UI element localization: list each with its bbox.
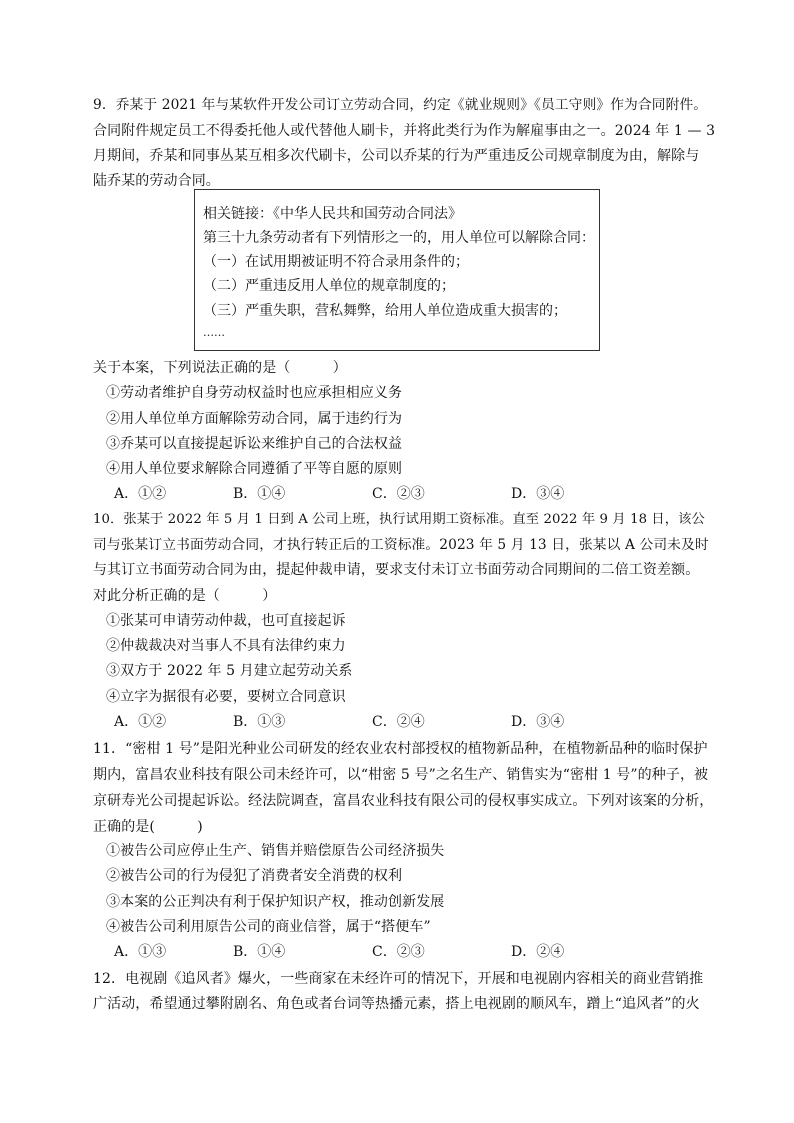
option-letter: D． bbox=[511, 944, 537, 960]
q11-line-2: 期内，富昌农业科技有限公司未经许可，以“柑密 5 号”之名生产、销售实为“密柑 1 号”的种子，被 bbox=[93, 767, 709, 783]
law-box-line: （二）严重违反用人单位的规章制度的； bbox=[203, 278, 455, 294]
q10-option-a[interactable] bbox=[114, 712, 166, 732]
q11-item-3: ③本案的公正判决有利于保护知识产权，推动创新发展 bbox=[106, 894, 445, 910]
q12-line-1: 12．电视剧《追风者》爆火，一些商家在未经许可的情况下，开展和电视剧内容相关的商业营销推 bbox=[93, 971, 704, 987]
option-letter: D． bbox=[511, 714, 537, 730]
option-value: ②③ bbox=[396, 944, 425, 960]
option-value: ①③ bbox=[257, 714, 286, 730]
q9-option-b[interactable] bbox=[233, 484, 285, 504]
option-letter: A． bbox=[114, 944, 139, 960]
q9-line-2: 合同附件规定员工不得委托他人或代替他人刷卡，并将此类行为作为解雇事由之一。2024 年 1 — 3 bbox=[93, 123, 716, 139]
law-box-line: 相关链接：《中华人民共和国劳动合同法》 bbox=[203, 206, 462, 222]
q11-option-a[interactable] bbox=[114, 942, 166, 962]
related-law-box bbox=[194, 189, 600, 351]
option-value: ①③ bbox=[138, 944, 167, 960]
option-letter: B． bbox=[233, 486, 258, 502]
q9-item-1: ①劳动者维护自身劳动权益时也应承担相应义务 bbox=[106, 385, 403, 401]
option-value: ②④ bbox=[536, 944, 565, 960]
option-letter: C． bbox=[372, 714, 397, 730]
q9-options bbox=[0, 484, 794, 504]
law-box-line: （三）严重失职，营私舞弊，给用人单位造成重大损害的； bbox=[203, 303, 567, 319]
q9-line-4: 陆乔某的劳动合同。 bbox=[93, 173, 220, 189]
option-value: ①② bbox=[138, 714, 167, 730]
q10-line-4: 对此分析正确的是（ ） bbox=[93, 588, 277, 604]
q10-item-3: ③双方于 2022 年 5 月建立起劳动关系 bbox=[106, 663, 353, 679]
option-letter: C． bbox=[372, 486, 397, 502]
q10-option-c[interactable] bbox=[372, 712, 425, 732]
q10-option-b[interactable] bbox=[233, 712, 285, 732]
option-value: ①④ bbox=[257, 486, 286, 502]
q11-option-b[interactable] bbox=[233, 942, 285, 962]
option-value: ①④ bbox=[257, 944, 286, 960]
option-value: ①② bbox=[138, 486, 167, 502]
law-box-line: （一）在试用期被证明不符合录用条件的； bbox=[203, 254, 469, 270]
law-box-line: 第三十九条劳动者有下列情形之一的，用人单位可以解除合同： bbox=[203, 230, 595, 246]
q11-item-1: ①被告公司应停止生产、销售并赔偿原告公司经济损失 bbox=[106, 843, 445, 859]
q11-options bbox=[0, 942, 794, 962]
q11-item-2: ②被告公司的行为侵犯了消费者安全消费的权利 bbox=[106, 868, 403, 884]
q9-option-a[interactable] bbox=[114, 484, 166, 504]
option-letter: B． bbox=[233, 714, 258, 730]
q9-stem: 关于本案，下列说法正确的是（ ） bbox=[93, 360, 347, 376]
q10-line-1: 10．张某于 2022 年 5 月 1 日到 A 公司上班，执行试用期工资标准。直至 2022 年 9 月 18 日，该公 bbox=[93, 512, 705, 527]
option-letter: A． bbox=[114, 486, 139, 502]
q11-option-d[interactable] bbox=[511, 942, 564, 962]
q11-item-4: ④被告公司利用原告公司的商业信誉，属于“搭便车” bbox=[106, 919, 431, 935]
q11-line-1: 11．“密柑 1 号”是阳光种业公司研发的经农业农村部授权的植物新品种，在植物新品种的临时保护 bbox=[93, 741, 708, 757]
q11-line-3: 京研寿光公司提起诉讼。经法院调查，富昌农业科技有限公司的侵权事实成立。下列对该案的分析， bbox=[93, 793, 714, 809]
q10-item-4: ④立字为据很有必要，要树立合同意识 bbox=[106, 689, 346, 705]
option-value: ②③ bbox=[396, 486, 425, 502]
law-box-line: …… bbox=[203, 326, 225, 339]
q11-line-4: 正确的是( ) bbox=[93, 819, 203, 835]
q10-item-1: ①张某可申请劳动仲裁，也可直接起诉 bbox=[106, 613, 346, 629]
q10-item-2: ②仲裁裁决对当事人不具有法律约束力 bbox=[106, 638, 346, 654]
q9-item-3: ③乔某可以直接提起诉讼来维护自己的合法权益 bbox=[106, 436, 403, 452]
q9-item-4: ④用人单位要求解除合同遵循了平等自愿的原则 bbox=[106, 461, 403, 477]
q9-option-d[interactable] bbox=[511, 484, 564, 504]
q9-line-3: 月期间，乔某和同事丛某互相多次代刷卡，公司以乔某的行为严重违反公司规章制度为由，解除与 bbox=[93, 148, 700, 164]
option-value: ②④ bbox=[396, 714, 425, 730]
option-value: ③④ bbox=[536, 486, 565, 502]
q10-options bbox=[0, 712, 794, 732]
option-letter: C． bbox=[372, 944, 397, 960]
q11-option-c[interactable] bbox=[372, 942, 425, 962]
option-letter: D． bbox=[511, 486, 537, 502]
q10-line-2: 司与张某订立书面劳动合同，才执行转正后的工资标准。2023 年 5 月 13 日，张某以 A 公司未及时 bbox=[93, 537, 709, 553]
q10-option-d[interactable] bbox=[511, 712, 564, 732]
option-letter: A． bbox=[114, 714, 139, 730]
q12-line-2: 广活动，希望通过攀附剧名、角色或者台词等热播元素，搭上电视剧的顺风车，蹭上“追风者”的火 bbox=[93, 996, 700, 1012]
q9-line-1: 9．乔某于 2021 年与某软件开发公司订立劳动合同，约定《就业规则》《员工守则》作为合同附件。 bbox=[93, 97, 708, 113]
q9-option-c[interactable] bbox=[372, 484, 425, 504]
q9-item-2: ②用人单位单方面解除劳动合同，属于违约行为 bbox=[106, 411, 403, 427]
option-value: ③④ bbox=[536, 714, 565, 730]
q10-line-3: 与其订立书面劳动合同为由，提起仲裁申请，要求支付未订立书面劳动合同期间的二倍工资差额。 bbox=[93, 562, 700, 578]
option-letter: B． bbox=[233, 944, 258, 960]
